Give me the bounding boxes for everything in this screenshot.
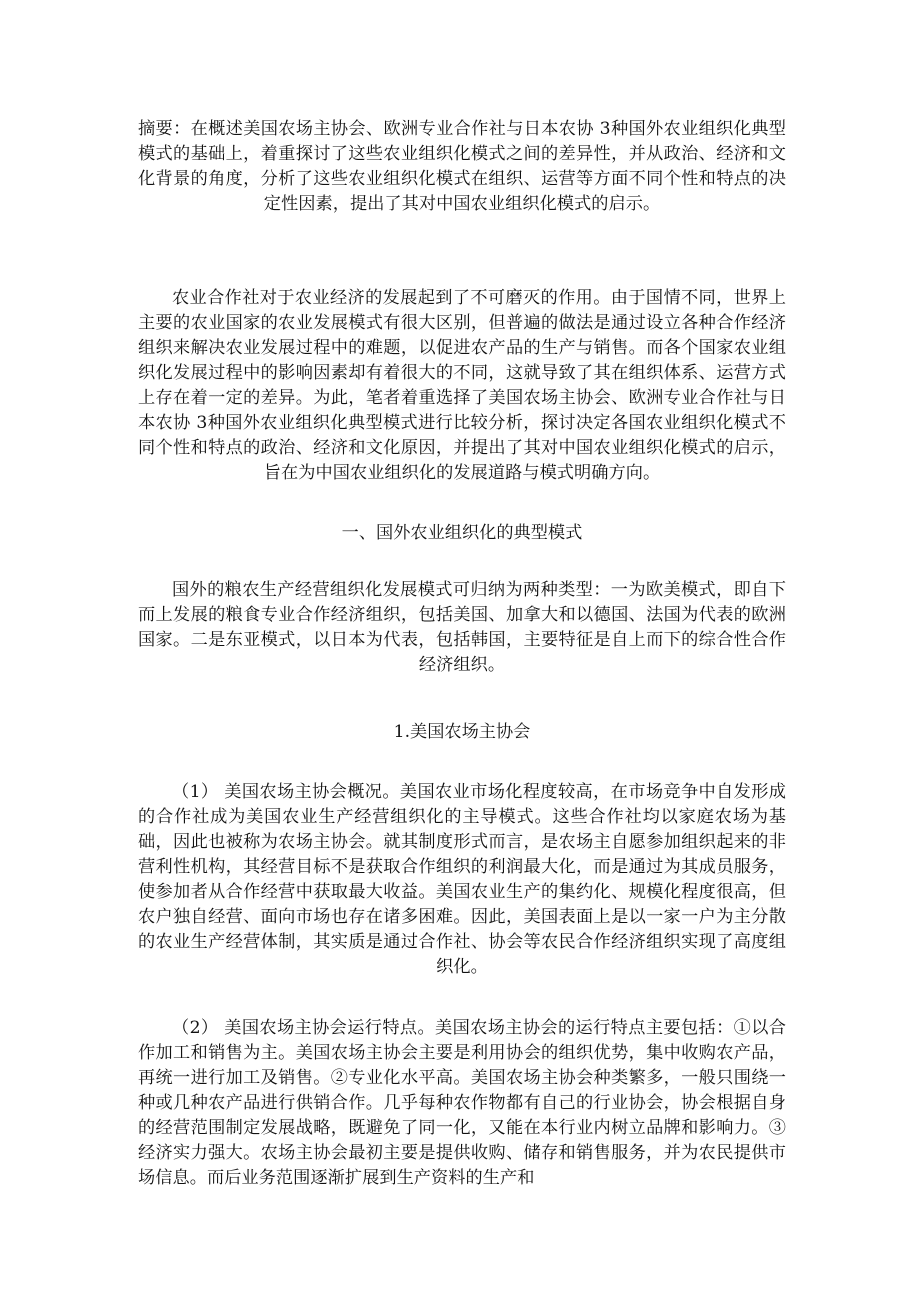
intro-paragraph: 农业合作社对于农业经济的发展起到了不可磨灭的作用。由于国情不同，世界上主要的农业国家的农业发展模式有很大区别，但普遍的做法是通过设立各种合作经济组织来解决农业发展过程中的难题，以促进农产品的生产与销售。而各个国家农业组织化发展过程中的影响因素却有着很大的不同，这就导致了其在组织体系、运营方式上存在着一定的差异。为此，笔者着重选择了美国农场主协会、欧洲专业合作社与日本农协 3种国外农业组织化典型模式进行比较分析，探讨决定各国农业组织化模式不同个性和特点的政治、经济和文化原因，并提出了其对中国农业组织化模式的启示，旨在为中国农业组织化的发展道路与模式明确方向。 bbox=[138, 288, 786, 483]
subsection-paragraph-2: （2） 美国农场主协会运行特点。美国农场主协会的运行特点主要包括：①以合作加工和销售为主。美国农场主协会主要是利用协会的组织优势，集中收购农产品，再统一进行加工及销售。②专业化水平高。美国农场主协会种类繁多，一般只围绕一种或几种农产品进行供销合作。几乎每种农作物都有自己的行业协会，协会根据自身的经营范围制定发展战略，既避免了同一化，又能在本行业内树立品牌和影响力。③经济实力强大。农场主协会最初主要是提供收购、储存和销售服务，并为农民提供市场信息。而后业务范围逐渐扩展到生产资料的生产和 bbox=[138, 1018, 786, 1188]
subsection-heading: 1.美国农场主协会 bbox=[393, 722, 531, 742]
section-paragraph: 国外的粮农生产经营组织化发展模式可归纳为两种类型：一为欧美模式，即自下而上发展的粮食专业合作经济组织，包括美国、加拿大和以德国、法国为代表的欧洲国家。二是东亚模式，以日本为代表，包括韩国，主要特征是自上而下的综合性合作经济组织。 bbox=[138, 580, 786, 675]
abstract-paragraph: 摘要：在概述美国农场主协会、欧洲专业合作社与日本农协 3种国外农业组织化典型模式的基础上，着重探讨了这些农业组织化模式之间的差异性，并从政治、经济和文化背景的角度，分析了这些农业组织化模式在组织、运营等方面不同个性和特点的决定性因素，提出了其对中国农业组织化模式的启示。 bbox=[138, 119, 786, 214]
subsection-paragraph-1: （1） 美国农场主协会概况。美国农业市场化程度较高，在市场竞争中自发形成的合作社成为美国农业生产经营组织化的主导模式。这些合作社均以家庭农场为基础，因此也被称为农场主协会。就其制度形式而言，是农场主自愿参加组织起来的非营利性机构，其经营目标不是获取合作组织的利润最大化，而是通过为其成员服务，使参加者从合作经营中获取最大收益。美国农业生产的集约化、规模化程度很高，但农户独自经营、面向市场也存在诸多困难。因此，美国表面上是以一家一户为主分散的农业生产经营体制，其实质是通过合作社、协会等农民合作经济组织实现了高度组织化。 bbox=[138, 782, 786, 977]
section-heading: 一、国外农业组织化的典型模式 bbox=[341, 523, 583, 543]
